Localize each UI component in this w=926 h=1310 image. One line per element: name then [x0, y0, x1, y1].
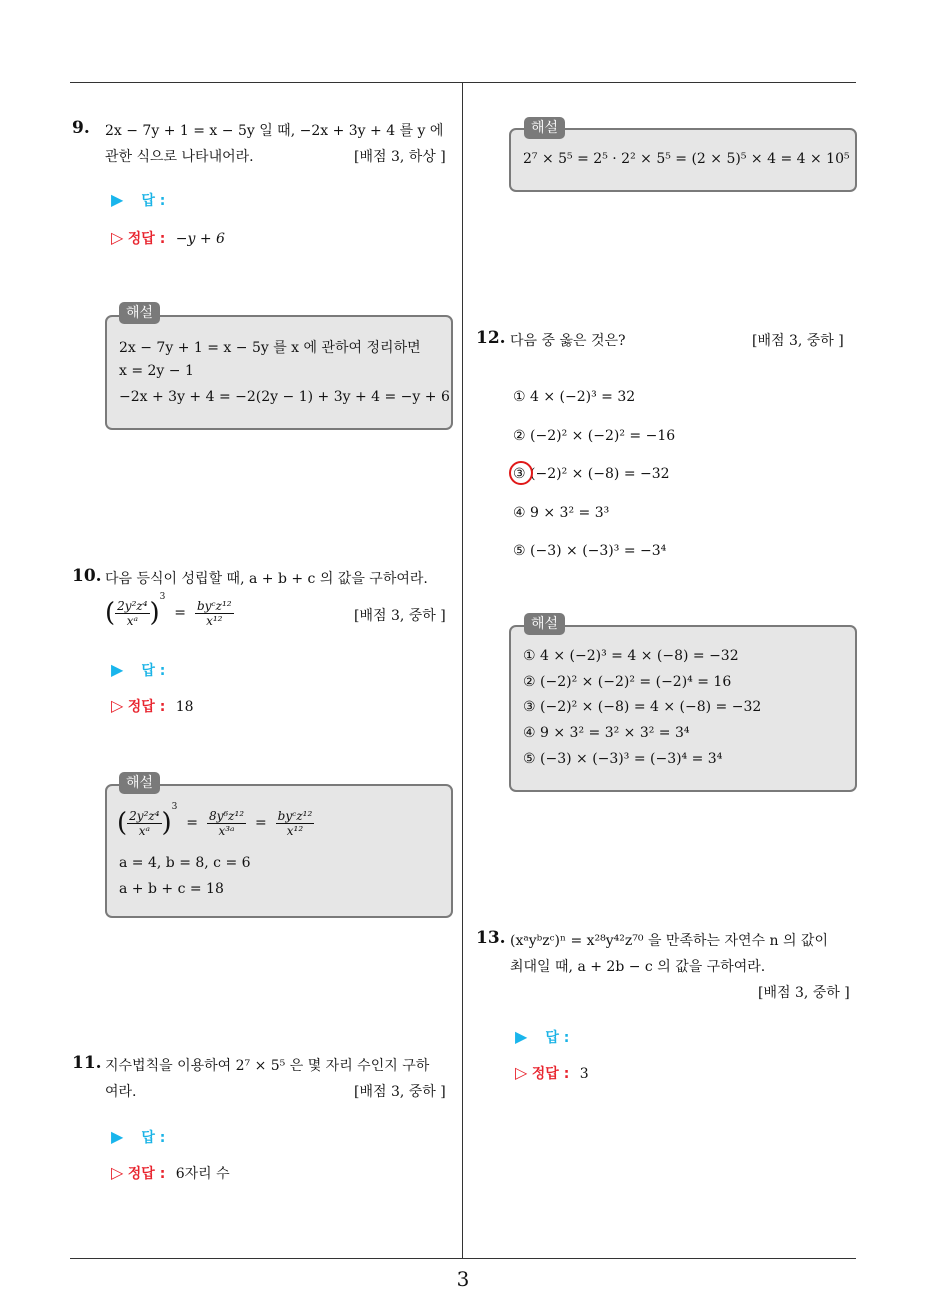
correct-value: 18 [175, 699, 194, 715]
answer-label: 답 : [141, 193, 166, 209]
points-label: [배점 3, 중하 ] [354, 1084, 446, 1100]
explanation-line: −2x + 3y + 4 = −2(2y − 1) + 3y + 4 = −y + 6 [119, 389, 450, 405]
explanation-tag: 해설 [524, 613, 565, 635]
correct-label: 정답 : [127, 699, 166, 715]
triangle-outline-icon: ▷ [111, 228, 124, 247]
explanation-line: 2⁷ × 5⁵ = 2⁵ · 2² × 5⁵ = (2 × 5)⁵ × 4 = 4 × 10⁵ [523, 151, 850, 167]
fraction-numerator: byᶜz¹² [277, 808, 313, 823]
option-4[interactable]: ④ 9 × 3² = 3³ [513, 505, 610, 521]
option-2[interactable]: ② (−2)² × (−2)² = −16 [513, 428, 676, 444]
question-number: 9. [72, 118, 90, 138]
fraction-denominator: x³ᵃ [218, 823, 235, 838]
fraction-numerator: 8y⁶z¹² [208, 808, 245, 823]
fraction-numerator: 2y²z⁴ [129, 808, 160, 823]
points-label: [배점 3, 중하 ] [758, 985, 850, 1001]
correct-value: −y + 6 [175, 231, 225, 247]
correct-value: 6자리 수 [175, 1166, 230, 1182]
answer-label: 답 : [141, 1130, 166, 1146]
play-icon: ▶ [515, 1027, 528, 1046]
option-5[interactable]: ⑤ (−3) × (−3)³ = −3⁴ [513, 543, 667, 559]
triangle-outline-icon: ▷ [111, 1163, 124, 1182]
points-label: [배점 3, 중하 ] [752, 333, 844, 349]
question-text: 여라. [105, 1084, 137, 1100]
answer-field[interactable] [111, 660, 165, 680]
question-number: 12. [476, 328, 506, 348]
question-number: 13. [476, 928, 506, 948]
answer-field[interactable] [515, 1027, 569, 1047]
correct-label: 정답 : [127, 1166, 166, 1182]
answer-field[interactable] [111, 190, 165, 210]
explanation-line: a = 4, b = 8, c = 6 [119, 855, 251, 871]
fraction-denominator: x¹² [206, 613, 223, 628]
explanation-line: x = 2y − 1 [119, 363, 194, 379]
explanation-line: ③ (−2)² × (−8) = 4 × (−8) = −32 [523, 699, 762, 715]
correct-answer [515, 1063, 589, 1083]
explanation-box [105, 784, 453, 918]
explanation-tag: 해설 [524, 117, 565, 139]
selected-answer-circle [509, 461, 533, 485]
explanation-line: ① 4 × (−2)³ = 4 × (−8) = −32 [523, 648, 739, 664]
correct-answer [111, 1163, 230, 1183]
option-3[interactable]: ③ (−2)² × (−8) = −32 [513, 466, 670, 482]
option-1[interactable]: ① 4 × (−2)³ = 32 [513, 389, 636, 405]
fraction-numerator: 2y²z⁴ [117, 598, 148, 613]
question-text: 최대일 때, a + 2b − c 의 값을 구하여라. [510, 959, 766, 975]
answer-label: 답 : [141, 663, 166, 679]
explanation-box [509, 625, 857, 792]
column-divider [462, 83, 463, 1258]
points-label: [배점 3, 중하 ] [354, 608, 446, 624]
play-icon: ▶ [111, 660, 124, 679]
explanation-line: 2x − 7y + 1 = x − 5y 를 x 에 관하여 정리하면 [119, 340, 421, 356]
question-text: 다음 중 옳은 것은? [510, 333, 626, 349]
fraction-denominator: x¹² [286, 823, 304, 838]
equation: ( $\frac{\text{2y²z⁴}}{\text{xᵃ}}$ )$^3$ = $\frac{\text{byᶜz¹²}}{\text{x¹²}}$ [105, 592, 232, 628]
bottom-rule [70, 1258, 856, 1259]
question-number: 10. [72, 566, 102, 586]
explanation-line: ⑤ (−3) × (−3)³ = (−3)⁴ = 3⁴ [523, 751, 723, 767]
question-text: 관한 식으로 나타내어라. [105, 149, 254, 165]
explanation-line: ② (−2)² × (−2)² = (−2)⁴ = 16 [523, 674, 732, 690]
explanation-box [105, 315, 453, 430]
explanation-line: ( $\frac{\text{2y²z⁴}}{\text{xᵃ}}$ )$^3$ = $\frac{\text{8y⁶z¹²}}{\text{x³ᵃ}}$ = $\frac{\text{byᶜz¹²}}{\text{x¹²}}$ [117, 802, 313, 838]
correct-value: 3 [579, 1066, 589, 1082]
exponent: 3 [159, 592, 166, 602]
correct-label: 정답 : [531, 1066, 570, 1082]
explanation-tag: 해설 [119, 772, 160, 794]
question-text: 다음 등식이 성립할 때, a + b + c 의 값을 구하여라. [105, 571, 428, 587]
points-label: [배점 3, 하상 ] [354, 149, 446, 165]
question-text: 지수법칙을 이용하여 2⁷ × 5⁵ 은 몇 자리 수인지 구하 [105, 1058, 430, 1074]
triangle-outline-icon: ▷ [515, 1063, 528, 1082]
explanation-line: a + b + c = 18 [119, 881, 224, 897]
page-number: 3 [456, 1267, 470, 1291]
explanation-tag: 해설 [119, 302, 160, 324]
triangle-outline-icon: ▷ [111, 696, 124, 715]
answer-field[interactable] [111, 1127, 165, 1147]
fraction-denominator: xᵃ [126, 613, 138, 628]
correct-label: 정답 : [127, 231, 166, 247]
fraction-denominator: xᵃ [138, 823, 150, 838]
play-icon: ▶ [111, 1127, 124, 1146]
exponent: 3 [171, 802, 178, 812]
fraction-numerator: byᶜz¹² [196, 598, 232, 613]
answer-label: 답 : [545, 1030, 570, 1046]
correct-answer [111, 696, 194, 716]
play-icon: ▶ [111, 190, 124, 209]
question-number: 11. [72, 1053, 102, 1073]
correct-answer [111, 228, 225, 248]
question-text: 2x − 7y + 1 = x − 5y 일 때, −2x + 3y + 4 를 y 에 [105, 123, 444, 139]
explanation-line: ④ 9 × 3² = 3² × 3² = 3⁴ [523, 725, 690, 741]
top-rule [70, 82, 856, 83]
question-text: (xᵃyᵇzᶜ)ⁿ = x²⁸y⁴²z⁷⁰ 을 만족하는 자연수 n 의 값이 [510, 933, 828, 949]
